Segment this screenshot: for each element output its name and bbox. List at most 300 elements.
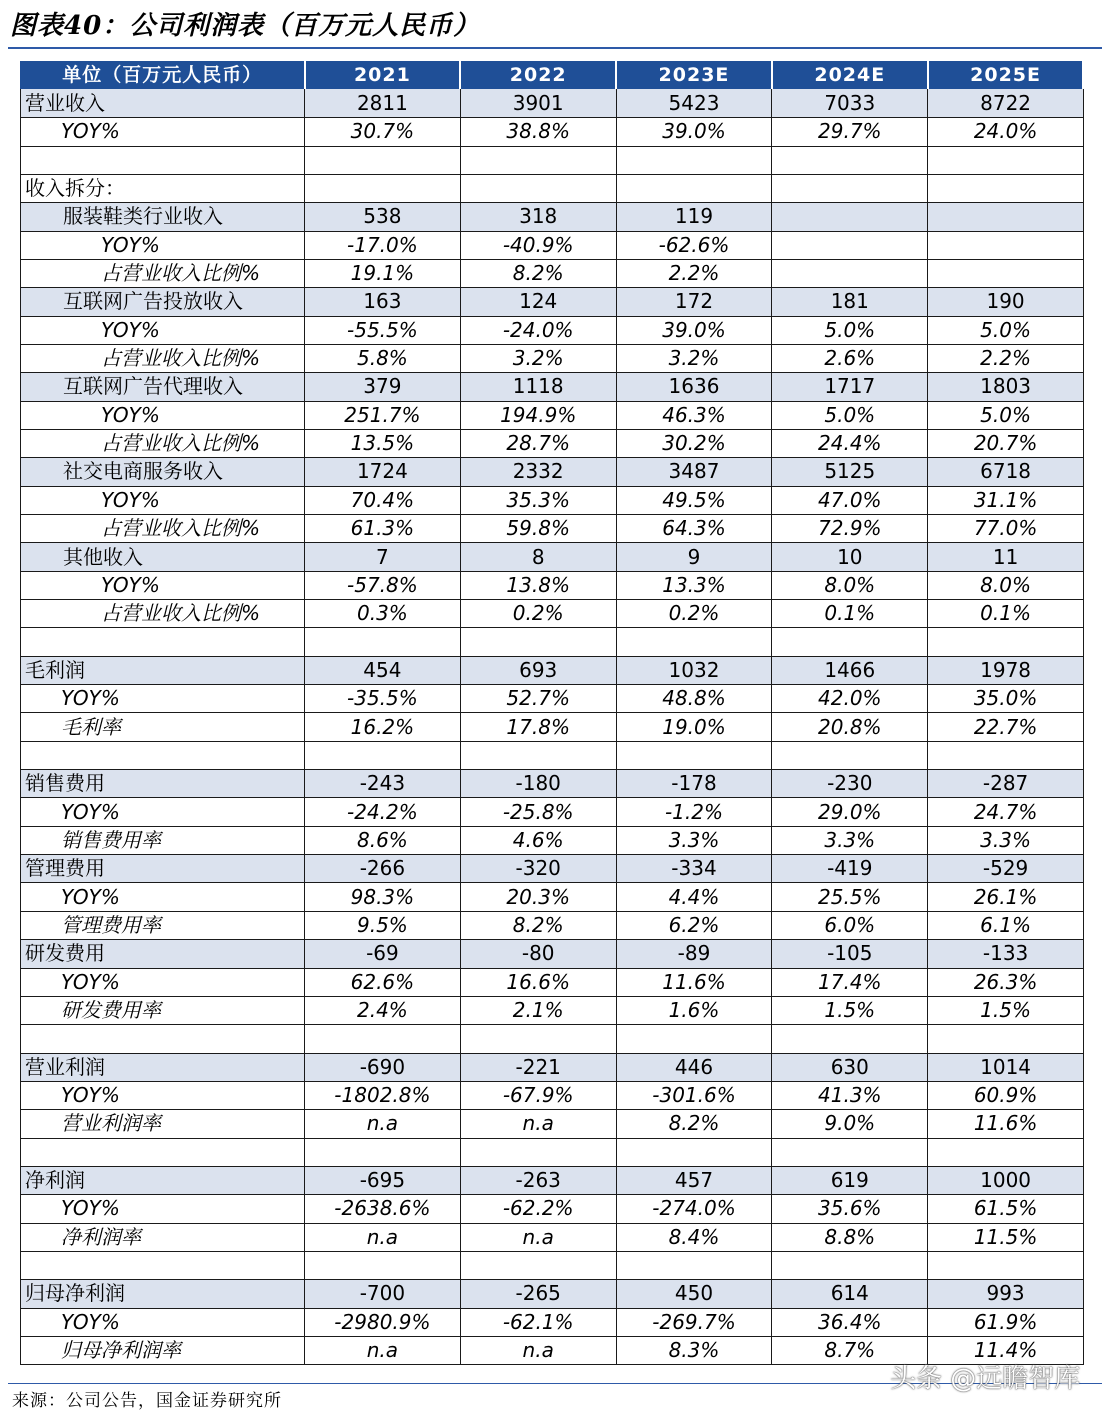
table-cell: 61.3% bbox=[305, 515, 461, 543]
table-cell: 163 bbox=[305, 288, 461, 316]
income-statement-table bbox=[20, 61, 1084, 1365]
table-cell bbox=[928, 231, 1084, 259]
table-cell: 6.2% bbox=[616, 911, 772, 939]
table-cell: 5.0% bbox=[772, 316, 928, 344]
table-cell: 1724 bbox=[305, 458, 461, 486]
table-cell bbox=[460, 1138, 616, 1166]
table-cell: 3.2% bbox=[616, 344, 772, 372]
table-cell: 3.2% bbox=[460, 344, 616, 372]
table-cell: 49.5% bbox=[616, 486, 772, 514]
table-cell bbox=[928, 203, 1084, 231]
table-cell: 1466 bbox=[772, 656, 928, 684]
table-row bbox=[21, 883, 1084, 911]
row-label: 管理费用 bbox=[21, 855, 305, 883]
table-cell: 26.3% bbox=[928, 968, 1084, 996]
table-row bbox=[21, 826, 1084, 854]
table-cell: 11.5% bbox=[928, 1223, 1084, 1251]
row-label: 销售费用率 bbox=[21, 826, 305, 854]
table-cell: -40.9% bbox=[460, 231, 616, 259]
row-label: 归母净利润 bbox=[21, 1280, 305, 1308]
table-cell: -57.8% bbox=[305, 571, 461, 599]
column-header: 单位（百万元人民币） bbox=[21, 61, 305, 89]
table-cell: 11 bbox=[928, 543, 1084, 571]
table-cell bbox=[616, 628, 772, 656]
table-cell: 20.3% bbox=[460, 883, 616, 911]
table-cell: 993 bbox=[928, 1280, 1084, 1308]
table-row bbox=[21, 1081, 1084, 1109]
row-label bbox=[21, 1025, 305, 1053]
row-label: 服装鞋类行业收入 bbox=[21, 203, 305, 231]
table-cell bbox=[772, 231, 928, 259]
table-cell bbox=[460, 1025, 616, 1053]
table-cell: 2.1% bbox=[460, 996, 616, 1024]
table-cell bbox=[772, 1025, 928, 1053]
table-cell: 24.0% bbox=[928, 118, 1084, 146]
row-label: 净利润率 bbox=[21, 1223, 305, 1251]
table-cell: 0.2% bbox=[460, 600, 616, 628]
table-cell: -2980.9% bbox=[305, 1308, 461, 1336]
table-cell: 20.7% bbox=[928, 429, 1084, 457]
table-cell: -274.0% bbox=[616, 1195, 772, 1223]
row-label bbox=[21, 1138, 305, 1166]
row-label: 营业利润率 bbox=[21, 1110, 305, 1138]
table-cell bbox=[772, 741, 928, 769]
table-row bbox=[21, 1280, 1084, 1308]
table-cell: 1118 bbox=[460, 373, 616, 401]
table-cell: 36.4% bbox=[772, 1308, 928, 1336]
table-row bbox=[21, 741, 1084, 769]
table-cell: 1.6% bbox=[616, 996, 772, 1024]
table-cell: 8 bbox=[460, 543, 616, 571]
table-cell: 11.6% bbox=[928, 1110, 1084, 1138]
table-cell: 28.7% bbox=[460, 429, 616, 457]
row-label: YOY% bbox=[21, 316, 305, 344]
table-cell: 8.0% bbox=[928, 571, 1084, 599]
table-cell: 3.3% bbox=[772, 826, 928, 854]
table-row bbox=[21, 373, 1084, 401]
table-row bbox=[21, 203, 1084, 231]
table-row bbox=[21, 770, 1084, 798]
table-cell: -1.2% bbox=[616, 798, 772, 826]
table-cell: 2.2% bbox=[616, 259, 772, 287]
table-cell: 47.0% bbox=[772, 486, 928, 514]
row-label: YOY% bbox=[21, 685, 305, 713]
row-label: 研发费用率 bbox=[21, 996, 305, 1024]
table-cell bbox=[460, 628, 616, 656]
table-cell: 454 bbox=[305, 656, 461, 684]
table-cell bbox=[305, 1025, 461, 1053]
table-cell: 3.3% bbox=[616, 826, 772, 854]
table-cell: 4.4% bbox=[616, 883, 772, 911]
table-row bbox=[21, 89, 1084, 117]
table-cell: 446 bbox=[616, 1053, 772, 1081]
table-cell: 11.4% bbox=[928, 1336, 1084, 1364]
table-cell: -62.6% bbox=[616, 231, 772, 259]
table-row bbox=[21, 656, 1084, 684]
table-cell: 450 bbox=[616, 1280, 772, 1308]
row-label: 归母净利润率 bbox=[21, 1336, 305, 1364]
table-cell: n.a bbox=[460, 1336, 616, 1364]
table-cell: 2332 bbox=[460, 458, 616, 486]
row-label bbox=[21, 741, 305, 769]
column-header: 2022 bbox=[460, 61, 616, 89]
table-cell: -35.5% bbox=[305, 685, 461, 713]
table-row bbox=[21, 288, 1084, 316]
table-cell: -301.6% bbox=[616, 1081, 772, 1109]
table-row bbox=[21, 1195, 1084, 1223]
table-cell bbox=[616, 1025, 772, 1053]
table-row bbox=[21, 344, 1084, 372]
table-cell: 9.5% bbox=[305, 911, 461, 939]
table-cell: -266 bbox=[305, 855, 461, 883]
table-header-row bbox=[21, 61, 1084, 89]
table-cell: 119 bbox=[616, 203, 772, 231]
table-cell: 5.8% bbox=[305, 344, 461, 372]
table-cell: -690 bbox=[305, 1053, 461, 1081]
row-label: 毛利率 bbox=[21, 713, 305, 741]
table-row bbox=[21, 486, 1084, 514]
table-cell: 2.2% bbox=[928, 344, 1084, 372]
table-row bbox=[21, 1166, 1084, 1194]
table-row bbox=[21, 1110, 1084, 1138]
table-cell bbox=[772, 174, 928, 202]
table-cell: 2.6% bbox=[772, 344, 928, 372]
table-row bbox=[21, 515, 1084, 543]
table-row bbox=[21, 1053, 1084, 1081]
row-label: 销售费用 bbox=[21, 770, 305, 798]
row-label: YOY% bbox=[21, 571, 305, 599]
table-cell: 26.1% bbox=[928, 883, 1084, 911]
table-cell bbox=[928, 174, 1084, 202]
table-cell: 9.0% bbox=[772, 1110, 928, 1138]
row-label: YOY% bbox=[21, 1308, 305, 1336]
table-cell: 11.6% bbox=[616, 968, 772, 996]
row-label: 管理费用率 bbox=[21, 911, 305, 939]
table-cell: 1014 bbox=[928, 1053, 1084, 1081]
table-cell: 3487 bbox=[616, 458, 772, 486]
row-label: YOY% bbox=[21, 231, 305, 259]
table-cell bbox=[305, 1251, 461, 1279]
row-label: 占营业收入比例% bbox=[21, 515, 305, 543]
table-cell bbox=[772, 259, 928, 287]
table-cell bbox=[928, 1025, 1084, 1053]
table-cell: 8.2% bbox=[616, 1110, 772, 1138]
row-label bbox=[21, 628, 305, 656]
table-row bbox=[21, 458, 1084, 486]
row-label: 占营业收入比例% bbox=[21, 429, 305, 457]
watermark: 头条 @远瞻智库 bbox=[890, 1364, 1081, 1394]
table-row bbox=[21, 571, 1084, 599]
table-cell: 22.7% bbox=[928, 713, 1084, 741]
table-row bbox=[21, 1308, 1084, 1336]
row-label: 互联网广告代理收入 bbox=[21, 373, 305, 401]
source-note: 来源：公司公告，国金证券研究所 bbox=[12, 1391, 282, 1411]
table-cell: -1802.8% bbox=[305, 1081, 461, 1109]
table-cell: 35.6% bbox=[772, 1195, 928, 1223]
table-cell: 8.2% bbox=[460, 259, 616, 287]
table-cell: 1.5% bbox=[928, 996, 1084, 1024]
table-cell bbox=[772, 1251, 928, 1279]
table-row bbox=[21, 429, 1084, 457]
title-divider bbox=[8, 47, 1102, 49]
table-row bbox=[21, 231, 1084, 259]
table-cell: -17.0% bbox=[305, 231, 461, 259]
table-cell: 35.3% bbox=[460, 486, 616, 514]
table-row bbox=[21, 1223, 1084, 1251]
table-cell: 39.0% bbox=[616, 316, 772, 344]
table-cell: 2811 bbox=[305, 89, 461, 117]
row-label: YOY% bbox=[21, 883, 305, 911]
table-cell: -24.2% bbox=[305, 798, 461, 826]
table-cell: 35.0% bbox=[928, 685, 1084, 713]
table-cell: 5423 bbox=[616, 89, 772, 117]
table-cell: 48.8% bbox=[616, 685, 772, 713]
table-row bbox=[21, 940, 1084, 968]
table-cell: -80 bbox=[460, 940, 616, 968]
table-cell: -221 bbox=[460, 1053, 616, 1081]
table-cell: 251.7% bbox=[305, 401, 461, 429]
table-cell: 538 bbox=[305, 203, 461, 231]
table-cell bbox=[772, 203, 928, 231]
table-cell: 6.1% bbox=[928, 911, 1084, 939]
table-cell: -62.2% bbox=[460, 1195, 616, 1223]
table-row bbox=[21, 259, 1084, 287]
table-cell: n.a bbox=[460, 1223, 616, 1251]
table-cell: 77.0% bbox=[928, 515, 1084, 543]
column-header: 2023E bbox=[616, 61, 772, 89]
table-cell: n.a bbox=[305, 1110, 461, 1138]
table-row bbox=[21, 968, 1084, 996]
row-label: YOY% bbox=[21, 118, 305, 146]
table-cell: 6718 bbox=[928, 458, 1084, 486]
table-cell: 60.9% bbox=[928, 1081, 1084, 1109]
row-label: 占营业收入比例% bbox=[21, 344, 305, 372]
table-cell: 41.3% bbox=[772, 1081, 928, 1109]
table-cell: 38.8% bbox=[460, 118, 616, 146]
table-cell bbox=[928, 741, 1084, 769]
table-cell: 52.7% bbox=[460, 685, 616, 713]
table-cell: 17.8% bbox=[460, 713, 616, 741]
table-row bbox=[21, 1138, 1084, 1166]
table-cell bbox=[305, 146, 461, 174]
table-cell: -55.5% bbox=[305, 316, 461, 344]
table-cell: 5.0% bbox=[772, 401, 928, 429]
table-cell: 1803 bbox=[928, 373, 1084, 401]
table-cell bbox=[928, 1138, 1084, 1166]
table-cell: 5.0% bbox=[928, 316, 1084, 344]
table-cell: 693 bbox=[460, 656, 616, 684]
row-label: 营业利润 bbox=[21, 1053, 305, 1081]
row-label: 净利润 bbox=[21, 1166, 305, 1194]
table-row bbox=[21, 401, 1084, 429]
table-cell bbox=[616, 1251, 772, 1279]
table-cell: 98.3% bbox=[305, 883, 461, 911]
table-cell: 181 bbox=[772, 288, 928, 316]
table-cell: 30.7% bbox=[305, 118, 461, 146]
table-cell bbox=[772, 146, 928, 174]
table-cell: 13.8% bbox=[460, 571, 616, 599]
table-cell: -334 bbox=[616, 855, 772, 883]
table-cell: 1636 bbox=[616, 373, 772, 401]
table-cell: -25.8% bbox=[460, 798, 616, 826]
table-row bbox=[21, 911, 1084, 939]
table-cell: -89 bbox=[616, 940, 772, 968]
table-row bbox=[21, 543, 1084, 571]
table-row bbox=[21, 798, 1084, 826]
table-cell: 25.5% bbox=[772, 883, 928, 911]
table-row bbox=[21, 600, 1084, 628]
row-label: YOY% bbox=[21, 968, 305, 996]
table-cell: 3.3% bbox=[928, 826, 1084, 854]
table-cell: 0.1% bbox=[772, 600, 928, 628]
table-cell: 124 bbox=[460, 288, 616, 316]
table-cell: 29.0% bbox=[772, 798, 928, 826]
row-label: 研发费用 bbox=[21, 940, 305, 968]
table-cell: -133 bbox=[928, 940, 1084, 968]
table-cell: -178 bbox=[616, 770, 772, 798]
table-cell: 4.6% bbox=[460, 826, 616, 854]
table-row bbox=[21, 628, 1084, 656]
table-cell: 31.1% bbox=[928, 486, 1084, 514]
table-cell: 457 bbox=[616, 1166, 772, 1194]
table-cell: 10 bbox=[772, 543, 928, 571]
row-label bbox=[21, 146, 305, 174]
table-cell: 13.3% bbox=[616, 571, 772, 599]
table-cell bbox=[460, 174, 616, 202]
table-cell: 16.6% bbox=[460, 968, 616, 996]
table-cell: 619 bbox=[772, 1166, 928, 1194]
table-cell: 29.7% bbox=[772, 118, 928, 146]
table-row bbox=[21, 1336, 1084, 1364]
table-cell: -320 bbox=[460, 855, 616, 883]
table-cell: 20.8% bbox=[772, 713, 928, 741]
table-cell: -62.1% bbox=[460, 1308, 616, 1336]
table-cell: 17.4% bbox=[772, 968, 928, 996]
table-cell bbox=[616, 741, 772, 769]
row-label: YOY% bbox=[21, 1195, 305, 1223]
row-label: YOY% bbox=[21, 486, 305, 514]
row-label: 营业收入 bbox=[21, 89, 305, 117]
table-cell: 61.5% bbox=[928, 1195, 1084, 1223]
table-row bbox=[21, 855, 1084, 883]
row-label: 占营业收入比例% bbox=[21, 259, 305, 287]
table-cell: 8.8% bbox=[772, 1223, 928, 1251]
row-label: YOY% bbox=[21, 401, 305, 429]
table-cell: n.a bbox=[305, 1223, 461, 1251]
table-cell: 16.2% bbox=[305, 713, 461, 741]
table-cell: 8.6% bbox=[305, 826, 461, 854]
table-cell: 39.0% bbox=[616, 118, 772, 146]
table-cell bbox=[616, 1138, 772, 1166]
table-cell: -69 bbox=[305, 940, 461, 968]
table-cell: -67.9% bbox=[460, 1081, 616, 1109]
table-cell: 8722 bbox=[928, 89, 1084, 117]
table-cell: -2638.6% bbox=[305, 1195, 461, 1223]
table-row bbox=[21, 118, 1084, 146]
table-cell: 190 bbox=[928, 288, 1084, 316]
table-cell: -269.7% bbox=[616, 1308, 772, 1336]
table-cell: 70.4% bbox=[305, 486, 461, 514]
table-cell: 3901 bbox=[460, 89, 616, 117]
row-label: YOY% bbox=[21, 798, 305, 826]
table-cell: -529 bbox=[928, 855, 1084, 883]
table-cell: -180 bbox=[460, 770, 616, 798]
table-cell bbox=[305, 628, 461, 656]
table-cell: n.a bbox=[460, 1110, 616, 1138]
table-row bbox=[21, 174, 1084, 202]
table-cell: 46.3% bbox=[616, 401, 772, 429]
table-cell: 318 bbox=[460, 203, 616, 231]
table-cell: 5.0% bbox=[928, 401, 1084, 429]
table-cell: -287 bbox=[928, 770, 1084, 798]
table-cell: 1000 bbox=[928, 1166, 1084, 1194]
table-cell bbox=[928, 628, 1084, 656]
table-cell bbox=[928, 146, 1084, 174]
table-row bbox=[21, 1251, 1084, 1279]
table-cell bbox=[616, 174, 772, 202]
table-cell: 2.4% bbox=[305, 996, 461, 1024]
row-label: 互联网广告投放收入 bbox=[21, 288, 305, 316]
table-cell: 59.8% bbox=[460, 515, 616, 543]
table-cell bbox=[928, 259, 1084, 287]
column-header: 2025E bbox=[928, 61, 1084, 89]
table-cell: 24.4% bbox=[772, 429, 928, 457]
table-cell: 1978 bbox=[928, 656, 1084, 684]
table-cell bbox=[305, 741, 461, 769]
row-label: YOY% bbox=[21, 1081, 305, 1109]
table-cell: 9 bbox=[616, 543, 772, 571]
figure-title: 图表40：公司利润表（百万元人民币） bbox=[10, 11, 481, 41]
table-cell: n.a bbox=[305, 1336, 461, 1364]
table-cell: 0.1% bbox=[928, 600, 1084, 628]
table-cell: 13.5% bbox=[305, 429, 461, 457]
column-header: 2024E bbox=[772, 61, 928, 89]
table-cell bbox=[772, 1138, 928, 1166]
table-cell: 61.9% bbox=[928, 1308, 1084, 1336]
table-cell: 19.1% bbox=[305, 259, 461, 287]
table-cell: 1.5% bbox=[772, 996, 928, 1024]
table-cell: 8.2% bbox=[460, 911, 616, 939]
table-cell: 1032 bbox=[616, 656, 772, 684]
table-cell: 7 bbox=[305, 543, 461, 571]
table-cell: -419 bbox=[772, 855, 928, 883]
table-cell bbox=[772, 628, 928, 656]
table-row bbox=[21, 1025, 1084, 1053]
table-cell: 8.3% bbox=[616, 1336, 772, 1364]
table-cell: 64.3% bbox=[616, 515, 772, 543]
row-label: 社交电商服务收入 bbox=[21, 458, 305, 486]
table-cell: -700 bbox=[305, 1280, 461, 1308]
table-row bbox=[21, 685, 1084, 713]
table-cell bbox=[305, 174, 461, 202]
table-cell: 614 bbox=[772, 1280, 928, 1308]
table-cell: 0.2% bbox=[616, 600, 772, 628]
table-cell bbox=[460, 741, 616, 769]
table-row bbox=[21, 146, 1084, 174]
table-cell bbox=[616, 146, 772, 174]
table-cell: 72.9% bbox=[772, 515, 928, 543]
table-row bbox=[21, 996, 1084, 1024]
row-label: 收入拆分： bbox=[21, 174, 305, 202]
table-cell: 194.9% bbox=[460, 401, 616, 429]
table-cell: 8.4% bbox=[616, 1223, 772, 1251]
table-cell bbox=[460, 1251, 616, 1279]
row-label: 毛利润 bbox=[21, 656, 305, 684]
table-cell: 8.7% bbox=[772, 1336, 928, 1364]
table-cell bbox=[305, 1138, 461, 1166]
table-cell: 0.3% bbox=[305, 600, 461, 628]
table-cell: -105 bbox=[772, 940, 928, 968]
